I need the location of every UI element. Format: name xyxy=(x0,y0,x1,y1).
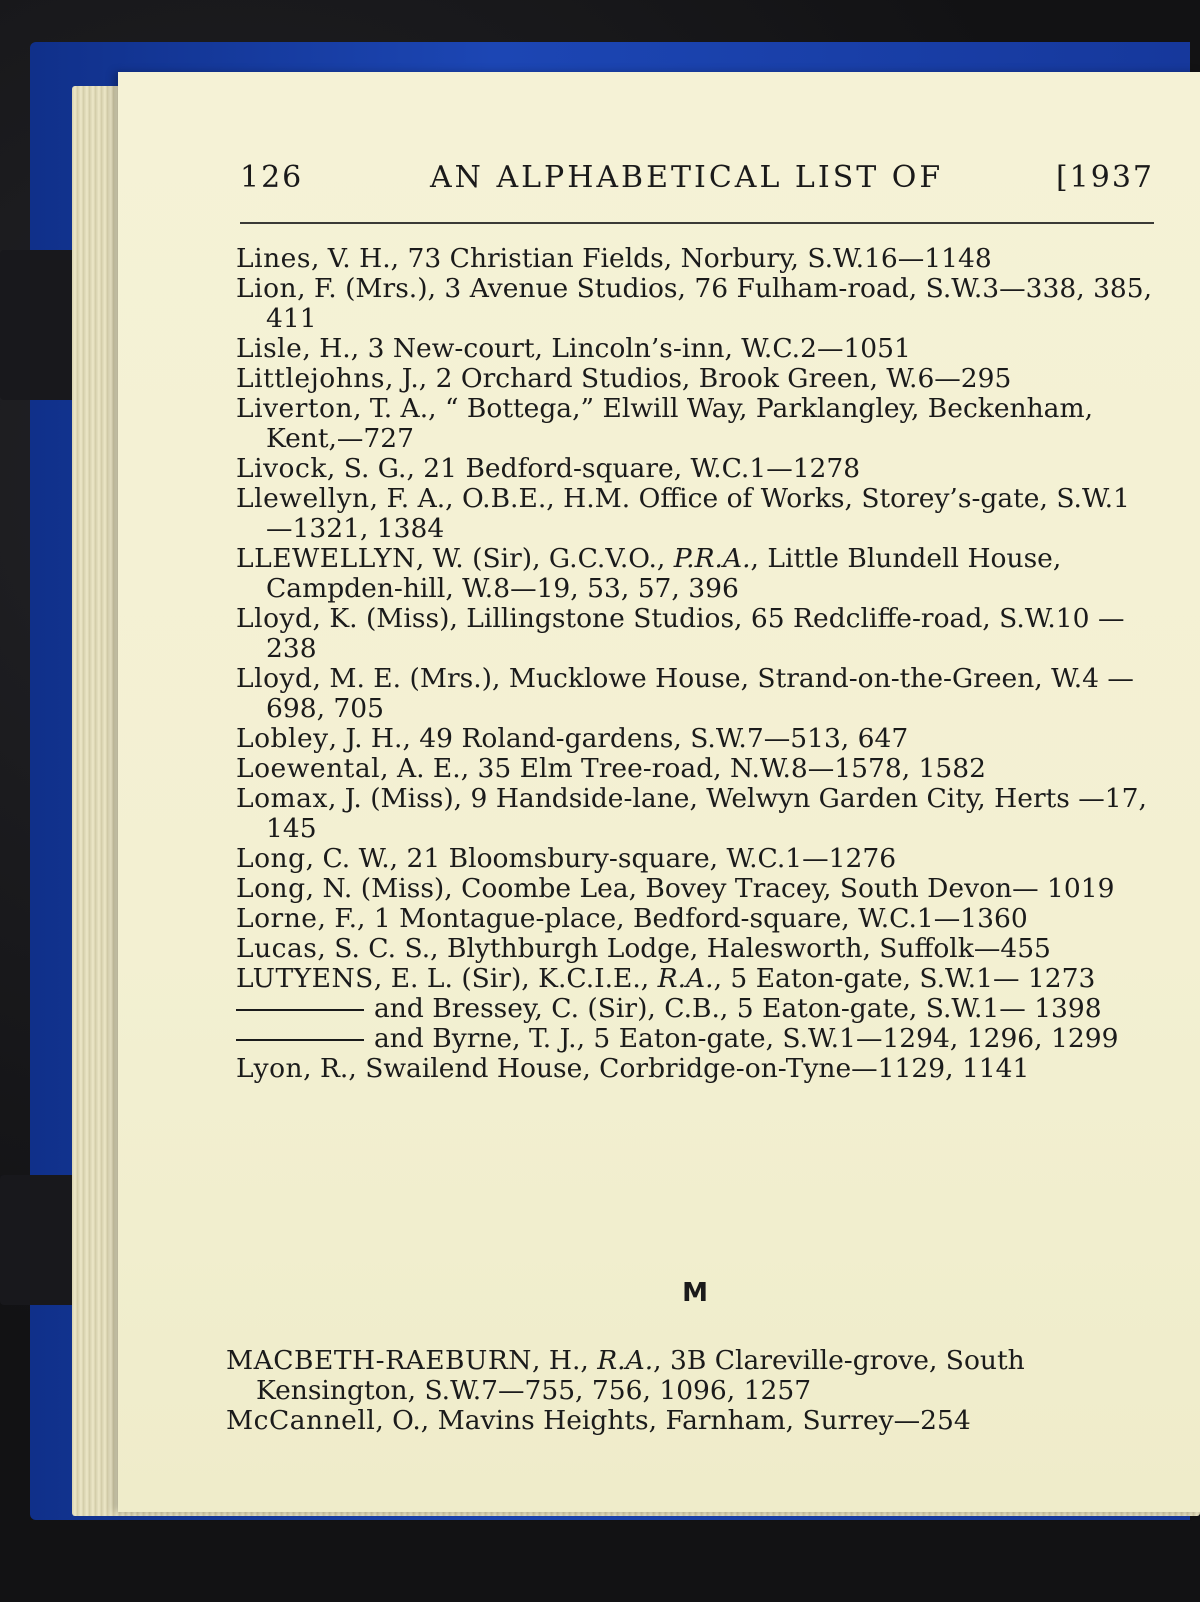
ditto-dash xyxy=(236,1009,364,1011)
entry-details: , F., 1 Montague-place, Bedford-square, W.C.1—1360 xyxy=(317,903,1028,934)
entry-details: , J. H., 49 Roland-gardens, S.W.7—513, 647 xyxy=(328,723,909,754)
entry-details: , J., 2 Orchard Studios, Brook Green, W.6—295 xyxy=(384,363,1012,394)
directory-entry xyxy=(236,1054,1154,1084)
entry-details: , F. (Mrs.), 3 Avenue Studios, 76 Fulham-road, S.W.3—338, 385, 411 xyxy=(266,273,1153,334)
running-year: [1937 xyxy=(1055,160,1154,195)
directory-entry xyxy=(236,394,1154,454)
entry-details: , S. G., 21 Bedford-square, W.C.1—1278 xyxy=(326,453,861,484)
directory-entry xyxy=(236,604,1154,664)
entry-details: , J. (Miss), 9 Handside-lane, Welwyn Garden City, Herts —17, 145 xyxy=(266,783,1147,844)
entry-details: , 3B Clareville-grove, South Kensington, S.W.7—755, 756, 1096, 1257 xyxy=(256,1345,1025,1406)
entry-name: Lomax xyxy=(236,783,328,814)
entry-list-m xyxy=(226,1346,1154,1436)
page-number: 126 xyxy=(240,160,304,195)
entry-name: Loewental xyxy=(236,753,381,784)
entry-name: Lucas xyxy=(236,933,318,964)
entry-name: Lorne xyxy=(236,903,318,934)
directory-entry xyxy=(236,544,1154,604)
entry-details: , K. (Miss), Lillingstone Studios, 65 Redcliffe-road, S.W.10 —238 xyxy=(266,603,1125,664)
entry-name: Long xyxy=(236,843,306,874)
directory-entry xyxy=(236,784,1154,844)
entry-title-italic: R.A. xyxy=(597,1345,654,1376)
directory-entry xyxy=(236,274,1154,334)
entry-title-italic: P.R.A. xyxy=(673,543,751,574)
entry-details: , M. E. (Mrs.), Mucklowe House, Strand-on-the-Green, W.4 —698, 705 xyxy=(266,663,1134,724)
section-heading: M xyxy=(682,1278,708,1308)
directory-entry xyxy=(236,664,1154,724)
directory-entry xyxy=(236,874,1154,904)
entry-pre: , E. L. (Sir), K.C.I.E., xyxy=(373,963,658,994)
entry-name: Lines xyxy=(236,243,311,274)
entry-name: Lisle xyxy=(236,333,303,364)
directory-entry xyxy=(236,904,1154,934)
entry-details: , Little Blundell House, Campden-hill, W.8—19, 53, 57, 396 xyxy=(266,543,1062,604)
directory-entry xyxy=(236,724,1154,754)
entry-name: Llewellyn xyxy=(236,483,370,514)
entry-name: Lobley xyxy=(236,723,329,754)
running-title: AN ALPHABETICAL LIST OF xyxy=(430,160,944,195)
entry-details: , T. A., “ Bottega,” Elwill Way, Parklangley, Beckenham, Kent,—727 xyxy=(266,393,1094,454)
entry-title-italic: R.A. xyxy=(657,963,714,994)
entry-details: , N. (Miss), Coombe Lea, Bovey Tracey, South Devon— 1019 xyxy=(305,873,1115,904)
entry-name: LUTYENS xyxy=(236,963,374,994)
entry-name: Lion xyxy=(236,273,298,304)
entry-details: and Byrne, T. J., 5 Eaton-gate, S.W.1—1294, 1296, 1299 xyxy=(374,1023,1119,1054)
directory-entry xyxy=(236,1024,1154,1054)
entry-details: , R., Swailend House, Corbridge-on-Tyne—1129, 1141 xyxy=(303,1053,1030,1084)
entry-details: , O., Mavins Heights, Farnham, Surrey—254 xyxy=(375,1405,971,1436)
directory-entry xyxy=(236,364,1154,394)
entry-name: Lyon xyxy=(236,1053,304,1084)
entry-name: Lloyd xyxy=(236,603,313,634)
directory-entry xyxy=(236,844,1154,874)
entry-name: Lloyd xyxy=(236,663,313,694)
directory-entry xyxy=(236,964,1154,994)
entry-name: LLEWELLYN xyxy=(236,543,416,574)
entry-pre: , H., xyxy=(532,1345,598,1376)
directory-entry xyxy=(226,1346,1154,1406)
directory-entry xyxy=(236,454,1154,484)
directory-entry xyxy=(226,1406,1154,1436)
entry-list xyxy=(236,244,1154,1084)
entry-name: Liverton xyxy=(236,393,354,424)
page-header xyxy=(240,160,1154,208)
entry-details: , A. E., 35 Elm Tree-road, N.W.8—1578, 1582 xyxy=(380,753,986,784)
entry-details: , V. H., 73 Christian Fields, Norbury, S.W.16—1148 xyxy=(310,243,992,274)
entry-details: , C. W., 21 Bloomsbury-square, W.C.1—1276 xyxy=(305,843,897,874)
directory-entry xyxy=(236,244,1154,274)
entry-details: , S. C. S., Blythburgh Lodge, Halesworth, Suffolk—455 xyxy=(317,933,1051,964)
ditto-dash xyxy=(236,1039,364,1041)
entry-pre: , W. (Sir), G.C.V.O., xyxy=(415,543,674,574)
header-rule xyxy=(240,222,1154,224)
directory-entry xyxy=(236,934,1154,964)
entry-details: , H., 3 New-court, Lincoln’s-inn, W.C.2—1051 xyxy=(302,333,911,364)
entry-name: McCannell xyxy=(226,1405,376,1436)
entry-name: Littlejohns xyxy=(236,363,385,394)
entry-name: Long xyxy=(236,873,306,904)
entry-details: , 5 Eaton-gate, S.W.1— 1273 xyxy=(713,963,1096,994)
directory-entry xyxy=(236,754,1154,784)
directory-entry xyxy=(236,334,1154,364)
entry-name: Livock xyxy=(236,453,327,484)
directory-entry xyxy=(236,994,1154,1024)
entry-details: and Bressey, C. (Sir), C.B., 5 Eaton-gate, S.W.1— 1398 xyxy=(374,993,1102,1024)
directory-entry xyxy=(236,484,1154,544)
entry-details: , F. A., O.B.E., H.M. Office of Works, Storey’s-gate, S.W.1—1321, 1384 xyxy=(266,483,1130,544)
entry-name: MACBETH-RAEBURN xyxy=(226,1345,532,1376)
